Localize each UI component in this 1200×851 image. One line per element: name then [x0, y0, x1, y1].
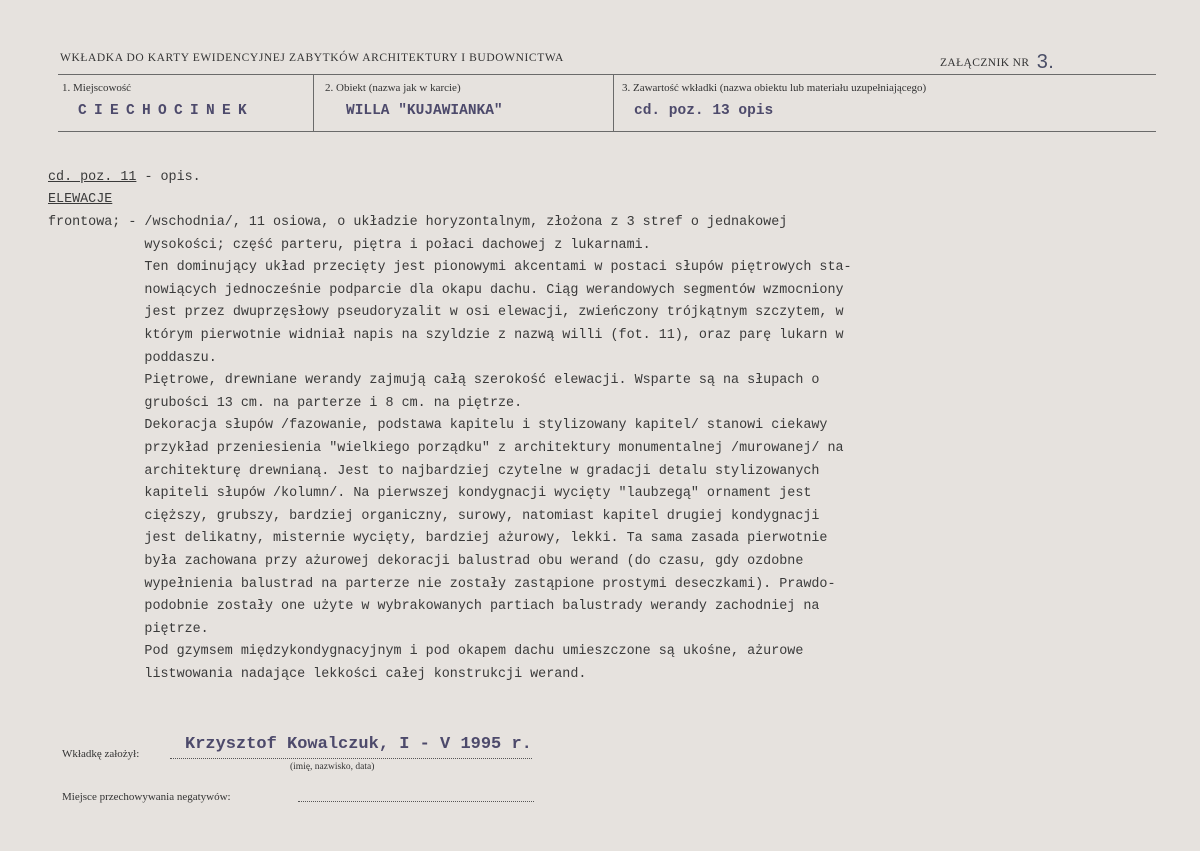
body-heading-2: ELEWACJE	[48, 192, 113, 207]
locality-label: 1. Miejscowość	[62, 82, 132, 94]
content-label: 3. Zawartość wkładki (nazwa obiektu lub materiału uzupełniającego)	[622, 82, 927, 94]
field-divider-1	[313, 74, 314, 131]
body-line: poddaszu.	[48, 350, 217, 366]
body-line: piętrze.	[48, 621, 209, 637]
body-line: podobnie zostały one użyte w wybrakowanych partiach balustrady werandy zachodniej na	[48, 599, 820, 615]
body-line: nowiących jednocześnie podparcie dla okapu dachu. Ciąg werandowych segmentów wzmocniony	[48, 282, 844, 298]
header-top-rule	[58, 74, 1156, 75]
body-line: kapiteli słupów /kolumn/. Na pierwszej kondygnacji wycięty "laubzegą" ornament jest	[48, 486, 812, 502]
field-divider-2	[613, 74, 614, 131]
header-bottom-rule	[58, 131, 1156, 132]
body-line: architekturę drewnianą. Jest to najbardziej czytelne w gradacji detalu stylizowanych	[48, 463, 820, 479]
body-line: wypełnienia balustrad na parterze nie zostały zastąpione prostymi deseczkami). Prawdo-	[48, 576, 836, 592]
negatives-label: Miejsce przechowywania negatywów:	[62, 791, 231, 803]
locality-value: CIECHOCINEK	[78, 103, 255, 119]
body-line: jest delikatny, misternie wycięty, bardziej ażurowy, lekki. Ta sama zasada pierwotnie	[48, 531, 828, 547]
body-line: Ten dominujący układ przecięty jest pionowymi akcentami w postaci słupów piętrowych sta-	[48, 260, 852, 276]
object-value: WILLA "KUJAWIANKA"	[346, 103, 503, 119]
body-heading-1	[48, 167, 201, 190]
body-line: Dekoracja słupów /fazowanie, podstawa kapitelu i stylizowany kapitel/ stanowi ciekawy	[48, 418, 828, 434]
body-line: Piętrowe, drewniane werandy zajmują całą szerokość elewacji. Wsparte są na słupach o	[48, 373, 820, 389]
body-line: przykład przeniesienia "wielkiego porządku" z architektury monumentalnej /murowanej/ na	[48, 441, 844, 456]
author-caption: (imię, nazwisko, data)	[290, 762, 375, 772]
body-line: jest przez dwuprzęsłowy pseudoryzalit w osi elewacji, zwieńczony trójkątnym szczytem, w	[48, 305, 844, 321]
annex-label-text: ZAŁĄCZNIK NR	[940, 57, 1030, 69]
body-line: Pod gzymsem międzykondygnacyjnym i pod okapem dachu umieszczone są ukośne, ażurowe	[48, 644, 804, 660]
author-value: Krzysztof Kowalczuk, I - V 1995 r.	[185, 735, 532, 754]
object-label: 2. Obiekt (nazwa jak w karcie)	[325, 82, 461, 94]
body-line: wysokości; część parteru, piętra i połaci dachowej z lukarnami.	[48, 237, 651, 253]
negatives-line	[298, 801, 534, 802]
body-line: cięższy, grubszy, bardziej organiczny, surowy, natomiast kapitel drugiej kondygnacji	[48, 508, 820, 524]
body-line: frontowa; - /wschodnia/, 11 osiowa, o układzie horyzontalnym, złożona z 3 stref o jednakowej	[48, 215, 788, 230]
author-label: Wkładkę założył:	[62, 748, 140, 760]
document-title: WKŁADKA DO KARTY EWIDENCYJNEJ ZABYTKÓW ARCHITEKTURY I BUDOWNICTWA	[60, 52, 564, 64]
body-line: listwowania nadające lekkości całej konstrukcji werand.	[48, 667, 587, 682]
annex-label	[940, 49, 1054, 72]
content-value: cd. poz. 13 opis	[634, 103, 774, 119]
body-line: była zachowana przy ażurowej dekoracji balustrad obu werand (do czasu, gdy ozdobne	[48, 554, 804, 569]
body-line: którym pierwotnie widniał napis na szyldzie z nazwą willi (fot. 11), oraz parę lukarn w	[48, 328, 844, 343]
body-line: grubości 13 cm. na parterze i 8 cm. na piętrze.	[48, 395, 523, 411]
annex-number: 3.	[1036, 51, 1055, 73]
heading-suffix: - opis.	[136, 170, 201, 185]
heading-ref: cd. poz. 11	[48, 170, 137, 185]
author-line	[170, 758, 532, 759]
